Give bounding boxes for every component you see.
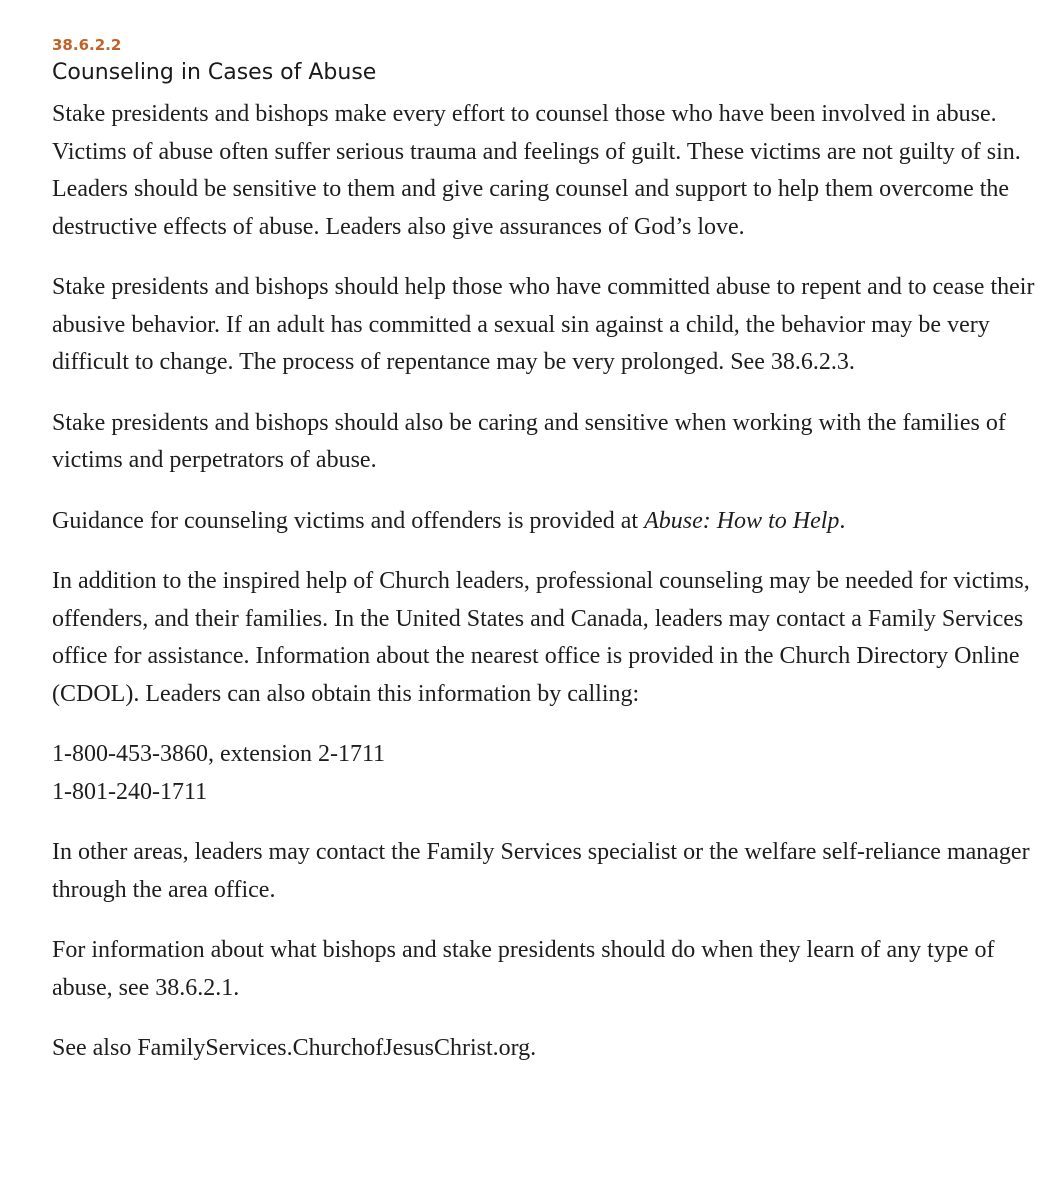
paragraph-offenders-repent — [52, 269, 1042, 382]
phone-numbers — [52, 736, 1042, 811]
phone-number-1: 1-800-453-3860, extension 2-1711 — [52, 741, 386, 767]
paragraph-end: . — [839, 507, 846, 534]
paragraph-see-also — [52, 1030, 1042, 1068]
paragraph-other-areas: In other areas, leaders may contact the Family Services specialist or the welfare self-reliance manager through the area office. — [52, 839, 1030, 903]
paragraph-text: Guidance for counseling victims and offenders is provided at — [52, 507, 645, 534]
paragraph-end: . — [530, 1035, 537, 1061]
paragraph-end: . — [233, 974, 240, 1001]
section-reference-link[interactable]: 38.6.2.3 — [770, 349, 849, 375]
abuse-how-to-help-link[interactable]: Abuse: How to Help — [644, 507, 840, 534]
paragraph-text: Stake presidents and bishops should help those who have committed abuse to repent and to cease their abusive behavior. If an adult has committed a sexual sin against a child, the behavior may be very difficult to change. The process of repentance may be very prolonged. See — [52, 274, 1035, 375]
paragraph-text: For information about what bishops and stake presidents should do when they learn of any type of abuse, see — [52, 937, 995, 1001]
paragraph-end: . — [848, 349, 855, 375]
section-title: Counseling in Cases of Abuse — [52, 60, 377, 85]
paragraph-guidance — [52, 503, 1042, 541]
paragraph-text: See also — [52, 1035, 138, 1061]
paragraph-victims-counsel: Stake presidents and bishops make every effort to counsel those who have been involved in abuse. Victims of abuse often suffer serious trauma and feelings of guilt. These victims are not guilty of sin. Leaders should be sensitive to them and give caring counsel and support to help them overcome the destructive effects of abuse. Leaders also give assurances of God’s love. — [52, 101, 1021, 240]
paragraph-professional-counseling: In addition to the inspired help of Church leaders, professional counseling may be needed for victims, offenders, and their families. In the United States and Canada, leaders may contact a Family Services office for assistance. Information about the nearest office is provided in the Church Directory Online (CDOL). Leaders can also obtain this information by calling: — [52, 568, 1030, 707]
document-page — [52, 34, 1042, 1091]
paragraph-more-info — [52, 932, 1042, 1007]
paragraph-families: Stake presidents and bishops should also be caring and sensitive when working with the families of victims and perpetrators of abuse. — [52, 409, 1006, 473]
section-number: 38.6.2.2 — [52, 36, 122, 54]
section-reference-link[interactable]: 38.6.2.1 — [155, 974, 234, 1001]
family-services-link[interactable]: FamilyServices.ChurchofJesusChrist.org — [137, 1035, 531, 1061]
phone-number-2: 1-801-240-1711 — [52, 778, 208, 805]
